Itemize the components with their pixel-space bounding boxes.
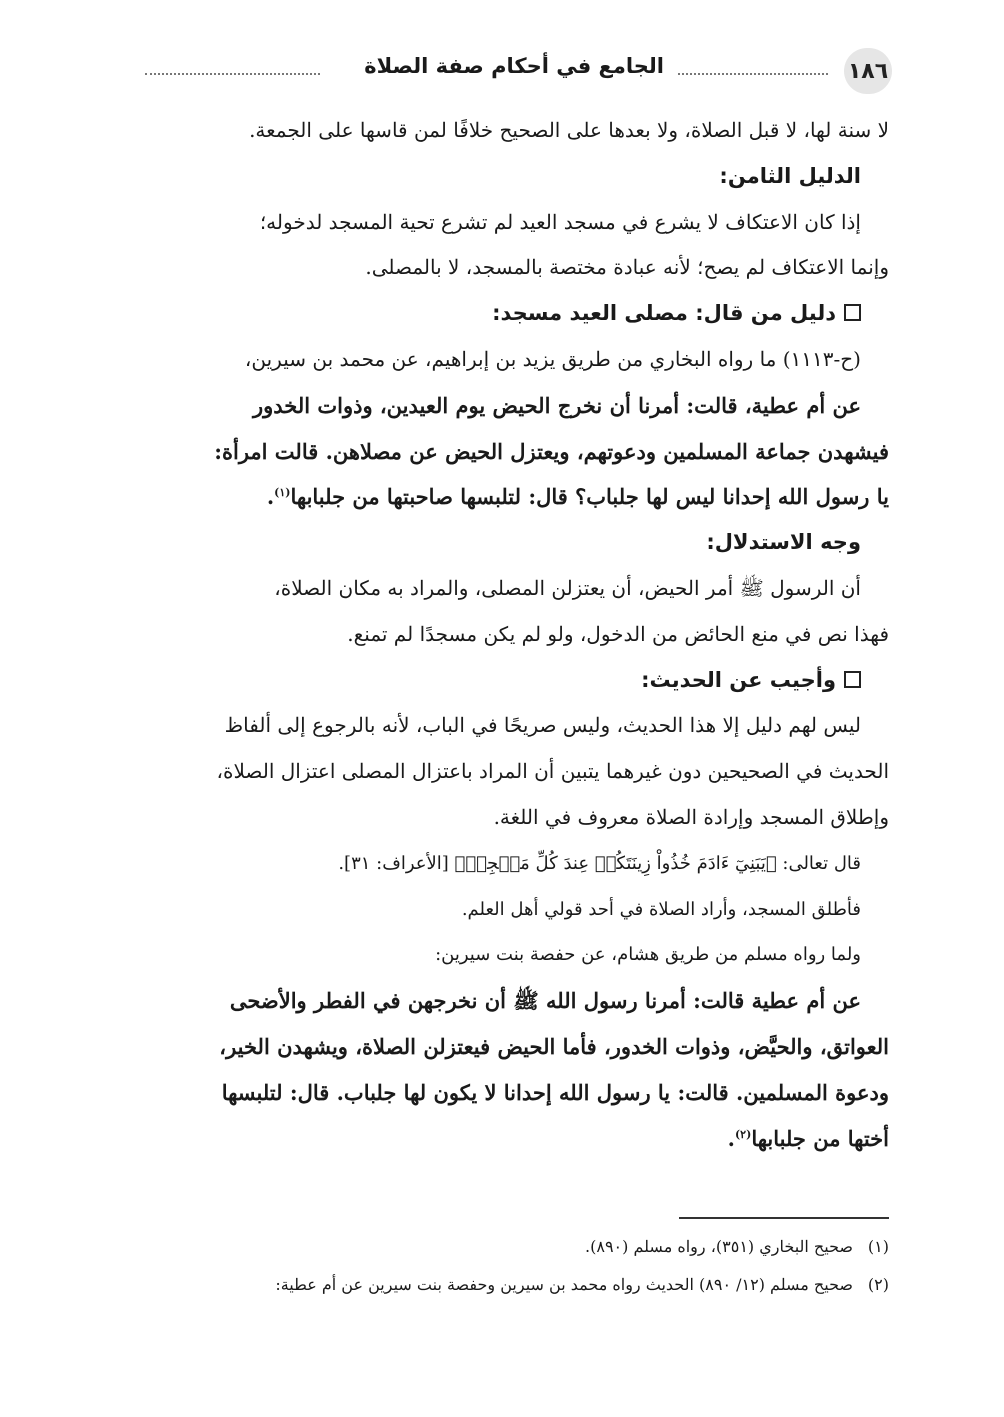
footnote-text: صحيح البخاري (٣٥١)، رواه مسلم (٨٩٠). bbox=[585, 1237, 853, 1256]
footnote-number: (١) bbox=[867, 1237, 889, 1256]
footnote-separator bbox=[679, 1217, 889, 1219]
footnote-mark: (٢) bbox=[734, 1127, 752, 1141]
text-line: أن الرسول ﷺ أمر الحيض، أن يعتزلن المصلى، والمراد به مكان الصلاة، bbox=[274, 575, 861, 600]
hadith-line: عن أم عطية، قالت: أمرنا أن نخرج الحيض يوم العيدين، وذوات الخدور bbox=[252, 392, 861, 418]
page-number: ١٨٦ bbox=[844, 48, 892, 94]
section-heading: دليل من قال: مصلى العيد مسجد: bbox=[146, 291, 889, 337]
header-dotted-rule-left bbox=[145, 73, 320, 75]
hadith-line: يا رسول الله إحدانا ليس لها جلباب؟ قال: لتلبسها صاحبتها من جلبابها$^{(١)}$. bbox=[266, 484, 889, 510]
footnote-item bbox=[146, 1228, 889, 1266]
footnote-text: صحيح مسلم (١٢/ ٨٩٠) الحديث رواه محمد بن سيرين وحفصة بنت سيرين عن أم عطية: bbox=[275, 1275, 853, 1294]
section-heading: وأجيب عن الحديث: bbox=[146, 658, 889, 704]
footnotes bbox=[146, 1228, 889, 1304]
hadith-line: فيشهدن جماعة المسلمين ودعوتهم، ويعتزل الحيض عن مصلاهن. قالت امرأة: bbox=[214, 438, 889, 464]
book-title: الجامع في أحكام صفة الصلاة bbox=[364, 54, 664, 78]
section-heading: الدليل الثامن: bbox=[719, 163, 861, 188]
text-line: إذا كان الاعتكاف لا يشرع في مسجد العيد لم تشرع تحية المسجد لدخوله؛ bbox=[259, 209, 861, 234]
section-heading: وجه الاستدلال: bbox=[706, 530, 861, 555]
checkbox-square-icon bbox=[844, 671, 861, 688]
footnote-item bbox=[146, 1266, 889, 1304]
hadith-line: عن أم عطية قالت: أمرنا رسول الله ﷺ أن نخرجهن في الفطر والأضحى bbox=[229, 988, 861, 1014]
text-line: الحديث في الصحيحين دون غيرهما يتبين أن المراد باعتزال المصلى اعتزال الصلاة، bbox=[216, 759, 889, 784]
footnote-number: (٢) bbox=[867, 1275, 889, 1294]
quran-quote-line: قال تعالى: ﴿يَبَنِيٓ ءَادَمَ خُذُواْ زِينَتَكُمۡ عِندَ كُلِّ مَسۡجِدٖ﴾ [الأعراف: ٣١]. bbox=[338, 852, 861, 874]
hadith-line: العواتق، والحيَّض، وذوات الخدور، فأما الحيض فيعتزلن الصلاة، ويشهدن الخير، bbox=[219, 1033, 889, 1059]
checkbox-square-icon bbox=[844, 304, 861, 321]
text-line: لا سنة لها، لا قبل الصلاة، ولا بعدها على الصحيح خلافًا لمن قاسها على الجمعة. bbox=[249, 118, 889, 142]
hadith-line: أختها من جلبابها$^{(٢)}$. bbox=[727, 1125, 889, 1151]
text-line: فأطلق المسجد، وأراد الصلاة في أحد قولي أهل العلم. bbox=[461, 898, 861, 920]
text-line: وإطلاق المسجد وإرادة الصلاة معروف في اللغة. bbox=[493, 804, 889, 829]
page-header bbox=[145, 48, 892, 96]
text-line: فهذا نص في منع الحائض من الدخول، ولو لم يكن مسجدًا لم تمنع. bbox=[347, 621, 889, 646]
header-dotted-rule-right bbox=[678, 73, 828, 75]
text-line: وإنما الاعتكاف لم يصح؛ لأنه عبادة مختصة بالمسجد، لا بالمصلى. bbox=[365, 255, 889, 280]
main-text bbox=[146, 108, 889, 1161]
text-line: (ح-١١١٣) ما رواه البخاري من طريق يزيد بن إبراهيم، عن محمد بن سيرين، bbox=[244, 346, 861, 371]
text-line: ليس لهم دليل إلا هذا الحديث، وليس صريحًا في الباب، لأنه بالرجوع إلى ألفاظ bbox=[224, 713, 861, 738]
text-line: ولما رواه مسلم من طريق هشام، عن حفصة بنت سيرين: bbox=[435, 944, 861, 966]
footnote-mark: (١) bbox=[274, 486, 291, 500]
hadith-line: ودعوة المسلمين. قالت: يا رسول الله إحدانا لا يكون لها جلباب. قال: لتلبسها bbox=[221, 1079, 889, 1105]
